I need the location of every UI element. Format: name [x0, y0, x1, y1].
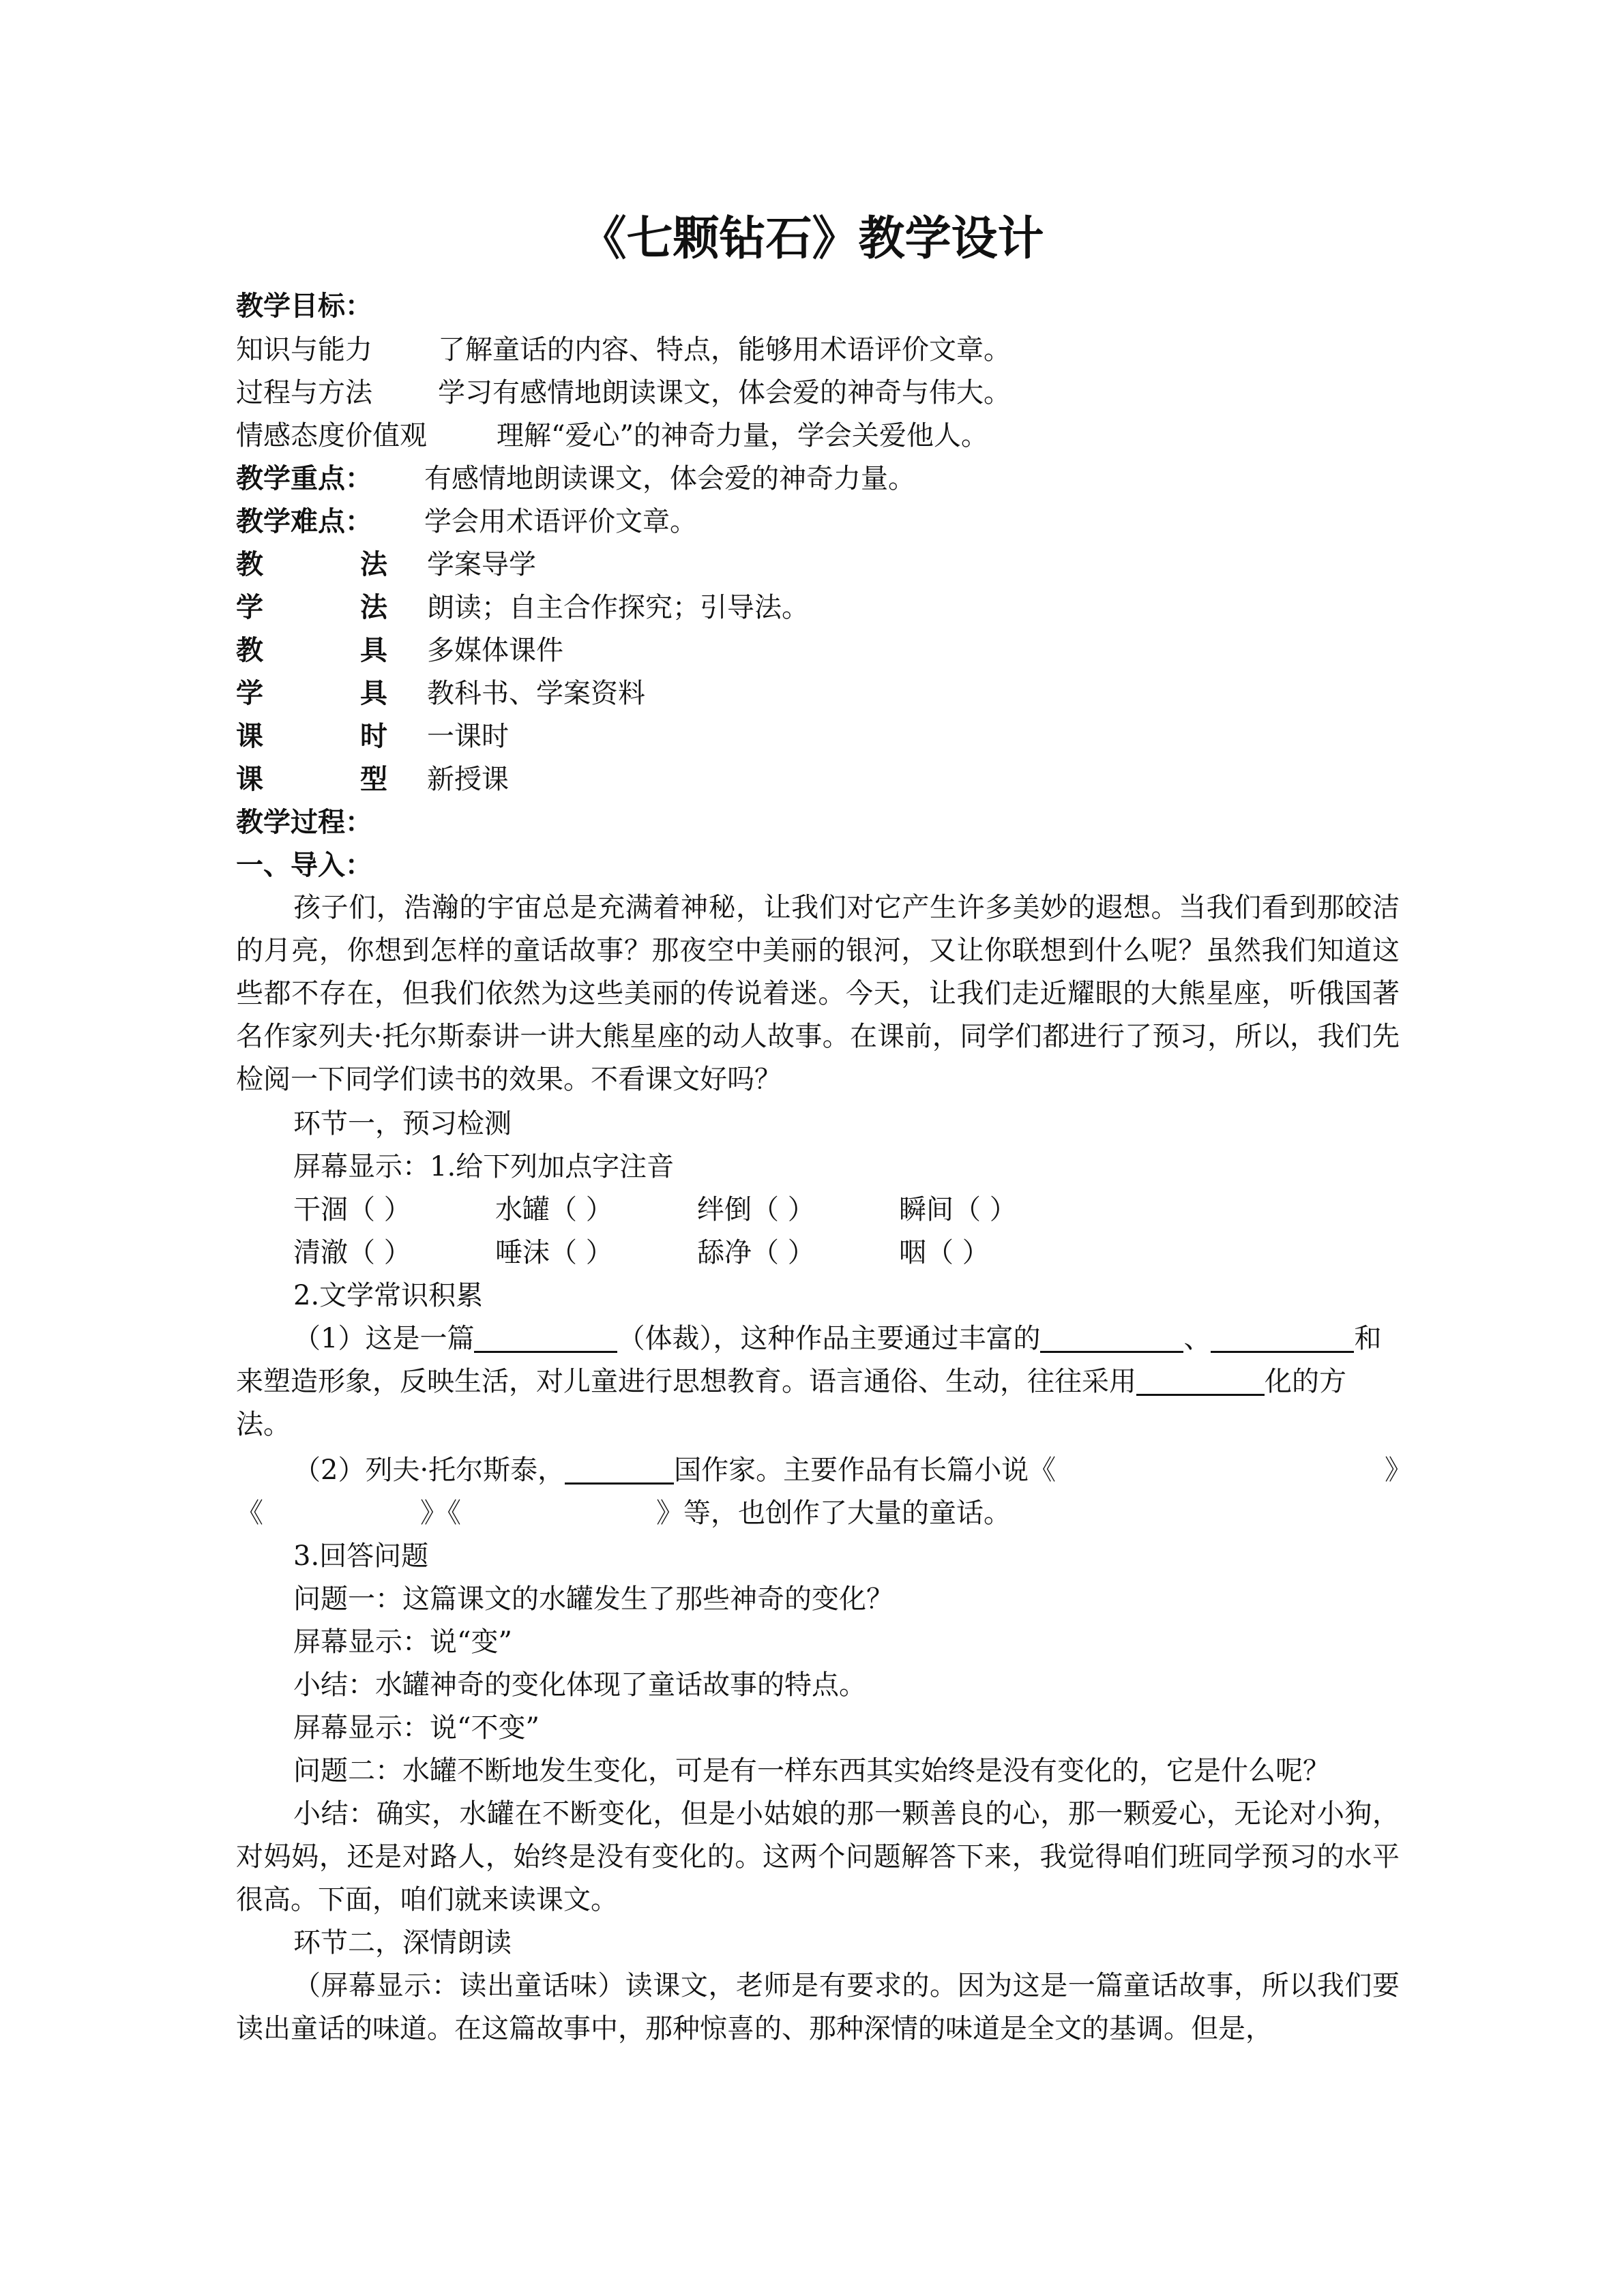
- pinyin-item: 咽（ ）: [899, 1237, 990, 1268]
- info-key-second: 时: [360, 720, 387, 752]
- info-key-second: 具: [360, 677, 387, 709]
- screen-change: 屏幕显示：说“变”: [293, 1626, 512, 1658]
- info-key-first: 学: [236, 677, 263, 709]
- step1-heading: 环节一，预习检测: [293, 1108, 512, 1139]
- objective-label: 知识与能力: [236, 334, 372, 366]
- step2-heading: 环节二，深情朗读: [293, 1927, 512, 1958]
- key-point-text: 有感情地朗读课文，体会爱的神奇力量。: [424, 463, 915, 494]
- info-key-first: 教: [236, 548, 263, 580]
- blank-line: [1136, 1364, 1265, 1396]
- question-2: 问题二：水罐不断地发生变化，可是有一样东西其实始终是没有变化的，它是什么呢？: [293, 1755, 1330, 1787]
- objective-label: 过程与方法: [236, 377, 372, 408]
- key-point-label: 教学重点：: [236, 462, 372, 494]
- info-row-teaching-tools: [236, 629, 1409, 672]
- fill-text: 》等，也创作了大量的童话。: [656, 1497, 1011, 1529]
- fill-blank-2-line-2: [236, 1492, 1409, 1534]
- key-point-row: [236, 458, 1409, 500]
- summary-2: 小结：确实，水罐在不断变化，但是小姑娘的那一颗善良的心，那一颗爱心，无论对小狗，对妈妈，还是对路人，始终是没有变化的。这两个问题解答下来，我觉得咱们班同学预习的水平很高。下面，咱们就来读课文。: [236, 1798, 1400, 1915]
- pinyin-item: 清澈（ ）: [293, 1237, 411, 1268]
- info-value: 一课时: [427, 721, 509, 752]
- fill-text: （2）列夫·托尔斯泰，: [293, 1455, 565, 1486]
- pinyin-item: 瞬间（ ）: [899, 1194, 1017, 1225]
- objective-knowledge: [236, 329, 1409, 371]
- objective-text: 理解“爱心”的神奇力量，学会关爱他人。: [497, 420, 988, 451]
- info-key-first: 课: [236, 763, 263, 795]
- info-row-teaching-method: [236, 543, 1409, 586]
- blank-line: [1211, 1321, 1354, 1353]
- pinyin-row-1: [293, 1189, 1466, 1231]
- info-key-first: 教: [236, 634, 263, 666]
- fill-blank-1-line-3: 法。: [236, 1409, 291, 1440]
- fill-blank-2-close-bracket: 》: [1385, 1455, 1412, 1486]
- objective-emotion: [236, 415, 1409, 457]
- info-row-learning-tools: [236, 672, 1409, 715]
- objective-text: 了解童话的内容、特点，能够用术语评价文章。: [438, 334, 1011, 366]
- fill-blank-1-line-2: [236, 1360, 1409, 1403]
- pinyin-item: 舔净（ ）: [697, 1237, 815, 1268]
- info-key-first: 课: [236, 720, 263, 752]
- info-row-lesson-hours: [236, 715, 1409, 758]
- info-row-lesson-type: [236, 758, 1409, 801]
- blank-line: [474, 1321, 617, 1353]
- difficulty-label: 教学难点：: [236, 505, 372, 537]
- objective-process: [236, 372, 1409, 414]
- pinyin-row-2: [293, 1232, 1466, 1274]
- info-row-learning-method: [236, 586, 1409, 629]
- fill-text: 、: [1183, 1323, 1211, 1354]
- pinyin-item: 唾沫（ ）: [495, 1237, 613, 1268]
- pinyin-item: 干涸（ ）: [293, 1194, 411, 1225]
- objective-label: 情感态度价值观: [236, 420, 427, 451]
- fill-blank-1-line-1: [293, 1317, 1466, 1360]
- blank-line: [565, 1452, 674, 1485]
- info-value: 新授课: [427, 764, 509, 795]
- screen-no-change: 屏幕显示：说“不变”: [293, 1712, 540, 1744]
- objectives-heading: 教学目标：: [236, 290, 372, 322]
- info-key-first: 学: [236, 591, 263, 623]
- summary-1: 小结：水罐神奇的变化体现了童话故事的特点。: [293, 1669, 866, 1701]
- fill-text: 化的方: [1265, 1366, 1346, 1397]
- literature-heading: 2.文学常识积累: [293, 1280, 484, 1311]
- fill-text: 和: [1354, 1323, 1382, 1354]
- screen-pinyin-task: 屏幕显示：1.给下列加点字注音: [293, 1151, 675, 1182]
- intro-paragraph: 孩子们，浩瀚的宇宙总是充满着神秘，让我们对它产生许多美妙的遐想。当我们看到那皎洁的月亮，你想到怎样的童话故事？那夜空中美丽的银河，又让你联想到什么呢？虽然我们知道这些都不存在，但我们依然为这些美丽的传说着迷。今天，让我们走近耀眼的大熊星座，听俄国著名作家列夫·托尔斯泰讲一讲大熊星座的动人故事。在课前，同学们都进行了预习，所以，我们先检阅一下同学们读书的效果。不看课文好吗？: [236, 892, 1400, 1095]
- process-heading: 教学过程：: [236, 806, 372, 838]
- question-1: 问题一：这篇课文的水罐发生了那些神奇的变化？: [293, 1583, 894, 1615]
- info-value: 学案导学: [427, 549, 536, 580]
- objective-text: 学习有感情地朗读课文，体会爱的神奇与伟大。: [438, 377, 1011, 408]
- fill-text: 来塑造形象，反映生活，对儿童进行思想教育。语言通俗、生动，往往采用: [236, 1366, 1136, 1397]
- pinyin-item: 水罐（ ）: [495, 1194, 613, 1225]
- fill-text: 《: [236, 1497, 263, 1529]
- fill-text: （1）这是一篇: [293, 1323, 475, 1354]
- difficulty-text: 学会用术语评价文章。: [424, 506, 697, 537]
- info-value: 朗读；自主合作探究；引导法。: [427, 592, 809, 623]
- section1-heading: 一、导入：: [236, 849, 372, 881]
- fill-text: 国作家。主要作品有长篇小说《: [674, 1455, 1057, 1486]
- pinyin-item: 绊倒（ ）: [697, 1194, 815, 1225]
- info-key-second: 具: [360, 634, 387, 666]
- document-title: 《七颗钻石》教学设计: [580, 211, 1044, 266]
- answer-heading: 3.回答问题: [293, 1540, 429, 1572]
- fill-text: （体裁），这种作品主要通过丰富的: [617, 1323, 1041, 1354]
- info-value: 多媒体课件: [427, 635, 563, 666]
- info-value: 教科书、学案资料: [427, 678, 645, 709]
- difficulty-row: [236, 501, 1409, 543]
- blank-line: [1040, 1321, 1183, 1353]
- info-key-second: 法: [360, 591, 387, 623]
- reading-paragraph: （屏幕显示：读出童话味）读课文，老师是有要求的。因为这是一篇童话故事，所以我们要读出童话的味道。在这篇故事中，那种惊喜的、那种深情的味道是全文的基调。但是，: [236, 1970, 1400, 2044]
- info-key-second: 法: [360, 548, 387, 580]
- fill-blank-2-line-1: [293, 1449, 1466, 1491]
- info-key-second: 型: [360, 763, 387, 795]
- fill-text: 》《: [420, 1497, 461, 1529]
